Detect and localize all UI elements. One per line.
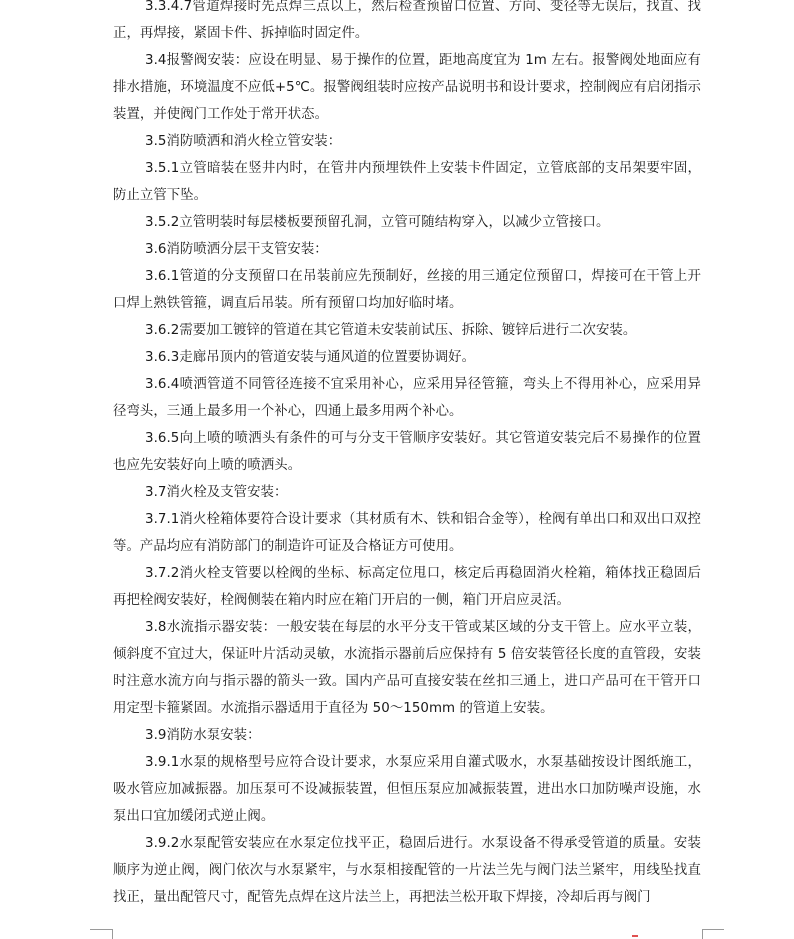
paragraph: 3.5.2立管明装时每层楼板要预留孔洞，立管可随结构穿入，以减少立管接口。 bbox=[145, 215, 610, 230]
page-corner-mark-left bbox=[90, 929, 112, 930]
page-corner-tick-left bbox=[112, 929, 113, 939]
paragraph: 3.4报警阀安装：应设在明显、易于操作的位置，距地高度宜为 1m 左右。报警阀处地面应有排水措施，环境温度不应低+5℃。报警阀组装时应按产品说明书和设计要求，控制阀应有启闭指示装置，并使阀门工作处于常开状态。 bbox=[113, 53, 701, 122]
document-body bbox=[113, 0, 701, 911]
page-corner-mark-right bbox=[702, 929, 724, 930]
paragraph: 3.9消防水泵安装： bbox=[145, 728, 261, 743]
paragraph: 3.5消防喷洒和消火栓立管安装： bbox=[145, 134, 342, 149]
paragraph: 3.6.2需要加工镀锌的管道在其它管道未安装前试压、拆除、镀锌后进行二次安装。 bbox=[145, 323, 637, 338]
paragraph: 3.7.2消火栓支管要以栓阀的坐标、标高定位甩口，核定后再稳固消火栓箱，箱体找正稳固后再把栓阀安装好，栓阀侧装在箱内时应在箱门开启的一侧，箱门开启应灵活。 bbox=[113, 566, 701, 608]
paragraph: 3.7消火栓及支管安装： bbox=[145, 485, 288, 500]
paragraph: 3.5.1立管暗装在竖井内时，在管井内预埋铁件上安装卡件固定，立管底部的支吊架要牢固，防止立管下坠。 bbox=[113, 161, 701, 203]
paragraph: 3.6.1管道的分支预留口在吊装前应先预制好，丝接的用三通定位预留口，焊接可在干管上开口焊上熟铁管箍，调直后吊装。所有预留口均加好临时堵。 bbox=[113, 269, 701, 311]
page-corner-tick-right bbox=[702, 929, 703, 939]
paragraph: 3.9.1水泵的规格型号应符合设计要求，水泵应采用自灌式吸水，水泵基础按设计图纸施工，吸水管应加减振器。加压泵可不设减振装置，但恒压泵应加减振装置，进出水口加防噪声设施，水泵出口宜加缓闭式逆止阀。 bbox=[113, 755, 701, 824]
paragraph: 3.9.2水泵配管安装应在水泵定位找平正，稳固后进行。水泵设备不得承受管道的质量。安装顺序为逆止阀，阀门依次与水泵紧牢，与水泵相接配管的一片法兰先与阀门法兰紧牢，用线坠找直找正，量出配管尺寸，配管先点焊在这片法兰上，再把法兰松开取下焊接，冷却后再与阀门 bbox=[113, 836, 701, 905]
paragraph: 3.7.1消火栓箱体要符合设计要求（其材质有木、铁和铝合金等），栓阀有单出口和双出口双控等。产品均应有消防部门的制造许可证及合格证方可使用。 bbox=[113, 512, 701, 554]
paragraph: 3.6.3走廊吊顶内的管道安装与通风道的位置要协调好。 bbox=[145, 350, 476, 365]
paragraph: 3.6.5向上喷的喷洒头有条件的可与分支干管顺序安装好。其它管道安装完后不易操作的位置也应先安装好向上喷的喷洒头。 bbox=[113, 431, 701, 473]
paragraph: 3.6.4喷洒管道不同管径连接不宜采用补心，应采用异径管箍，弯头上不得用补心，应采用异径弯头，三通上最多用一个补心，四通上最多用两个补心。 bbox=[113, 377, 701, 419]
spellcheck-mark bbox=[632, 935, 638, 937]
paragraph: 3.3.4.7管道焊接时先点焊三点以上，然后检查预留口位置、方向、变径等无误后，找直、找正，再焊接，紧固卡件、拆掉临时固定件。 bbox=[113, 0, 701, 41]
paragraph: 3.8水流指示器安装：一般安装在每层的水平分支干管或某区域的分支干管上。应水平立装，倾斜度不宜过大，保证叶片活动灵敏，水流指示器前后应保持有 5 倍安装管径长度的直管段，安装时注意水流方向与指示器的箭头一致。国内产品可直接安装在丝扣三通上，进口产品可在干管开口用定型卡箍紧固。水流指示器适用于直径为 50～150mm 的管道上安装。 bbox=[113, 620, 701, 716]
paragraph: 3.6消防喷洒分层干支管安装： bbox=[145, 242, 328, 257]
